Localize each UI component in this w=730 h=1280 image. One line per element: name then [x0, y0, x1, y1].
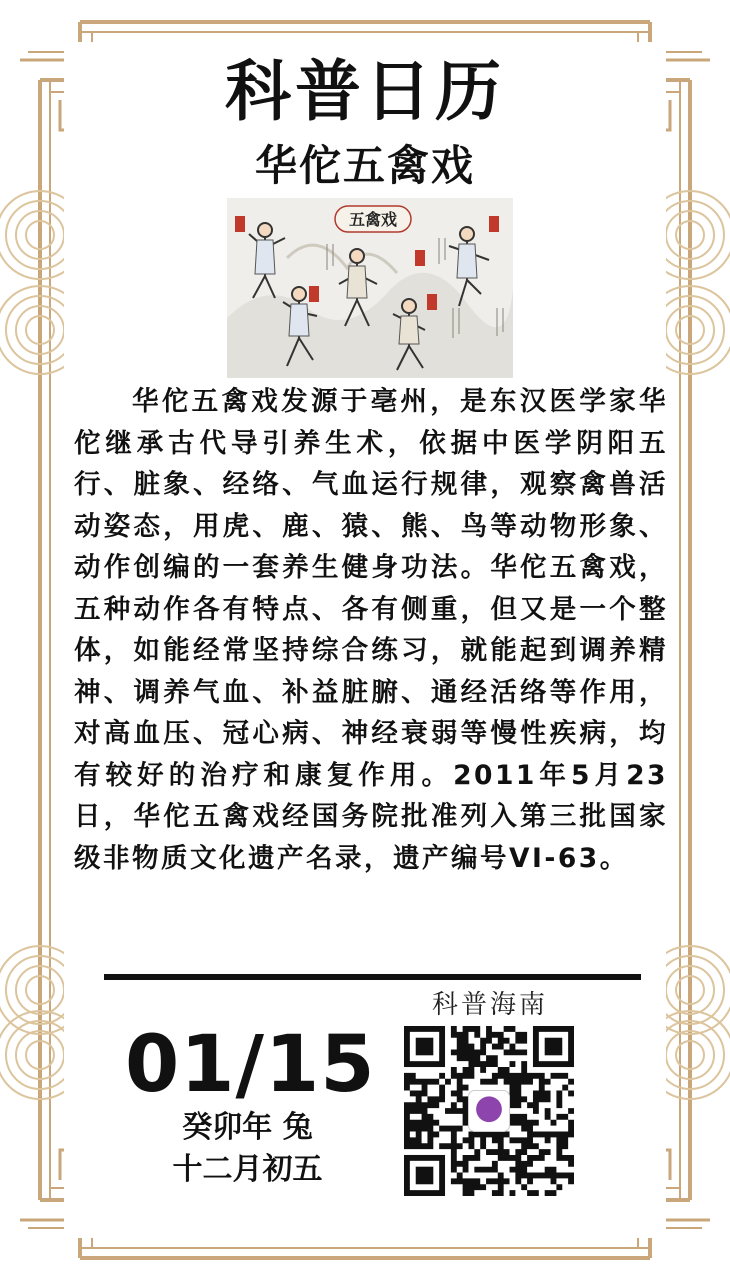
article-body: 华佗五禽戏发源于亳州，是东汉医学家华佗继承古代导引养生术，依据中医学阴阳五行、脏象、经络、气血运行规律，观察禽兽活动姿态，用虎、鹿、猿、熊、鸟等动物形象、动作创编的一套养生健身功法。华佗五禽戏，五种动作各有特点、各有侧重，但又是一个整体，如能经常坚持综合练习，就能起到调养精神、调养气血、补益脏腑、通经活络等作用，对高血压、冠心病、神经衰弱等慢性疾病，均有较好的治疗和康复作用。2011年5月23日，华佗五禽戏经国务院批准列入第三批国家级非物质文化遗产名录，遗产编号VI-63。 [74, 386, 668, 874]
lunar-day: 十二月初五 [172, 1152, 323, 1187]
calendar-date: 01/15 [125, 1020, 376, 1110]
section-divider [104, 974, 641, 980]
page-subtitle: 华佗五禽戏 [254, 141, 475, 190]
illustration-heading: 五禽戏 [348, 210, 398, 229]
page-title: 科普日历 [225, 53, 505, 130]
qr-logo-mark [476, 1096, 502, 1122]
lunar-year: 癸卯年 兔 [182, 1110, 313, 1145]
qr-label: 科普海南 [431, 990, 548, 1020]
wuqinxi-illustration [227, 198, 513, 378]
qr-code[interactable] [404, 1026, 574, 1196]
